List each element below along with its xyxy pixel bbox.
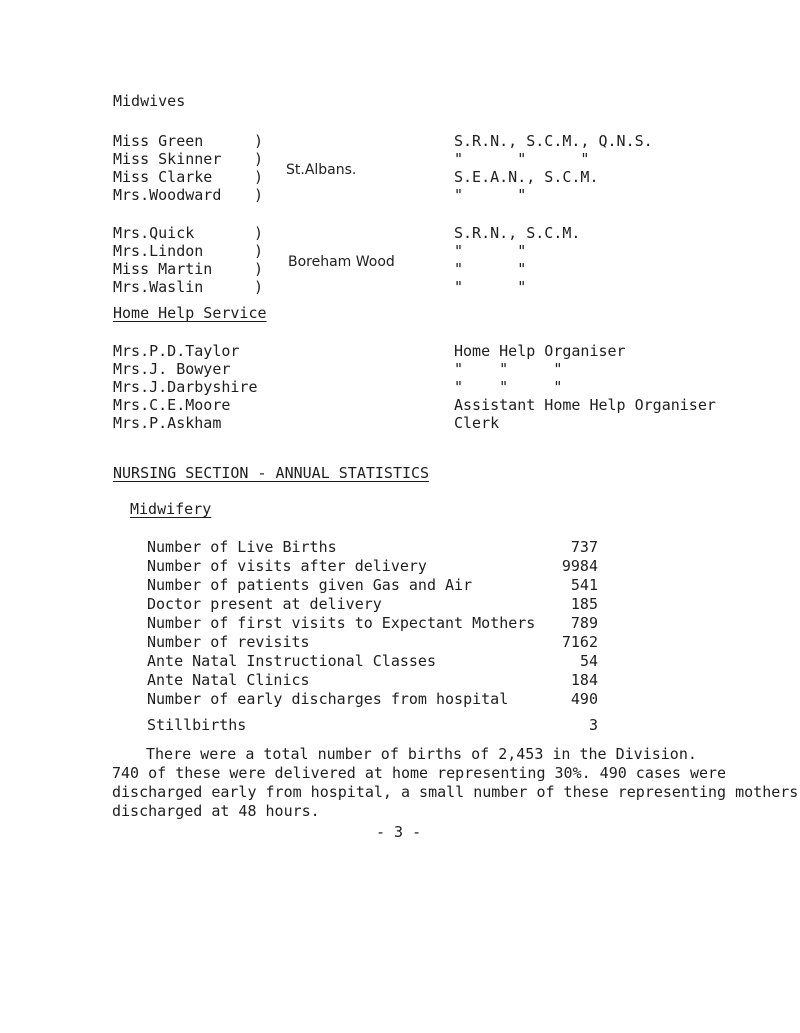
stat-value: 3: [588, 716, 598, 734]
bracket: ): [254, 242, 264, 260]
stat-label: Ante Natal Clinics: [147, 671, 310, 689]
bracket: ): [254, 186, 264, 204]
stat-value: 737: [570, 538, 598, 556]
stat-value: 184: [570, 671, 598, 689]
stat-value: 54: [579, 652, 598, 670]
location-label: St.Albans.: [286, 162, 357, 178]
qualifications: " ": [454, 260, 527, 278]
stat-value: 789: [570, 614, 598, 632]
stat-value: 9984: [561, 557, 598, 575]
midwife-name: Mrs.Lindon: [113, 242, 204, 260]
stat-label: Number of revisits: [147, 633, 310, 651]
qualifications: " ": [454, 242, 527, 260]
staff-name: Mrs.P.D.Taylor: [113, 342, 240, 360]
midwife-name: Mrs.Woodward: [113, 186, 222, 204]
staff-role: " " ": [454, 360, 563, 378]
midwife-name: Mrs.Quick: [113, 224, 195, 242]
qualifications: S.R.N., S.C.M.: [454, 224, 581, 242]
stat-value: 541: [570, 576, 598, 594]
stat-label: Number of patients given Gas and Air: [147, 576, 473, 594]
staff-name: Mrs.J. Bowyer: [113, 360, 231, 378]
bracket: ): [254, 260, 264, 278]
midwifery-title: Midwifery: [130, 500, 212, 518]
paragraph-line: There were a total number of births of 2,453 in the Division.: [146, 745, 697, 763]
stat-label: Ante Natal Instructional Classes: [147, 652, 436, 670]
stat-value: 185: [570, 595, 598, 613]
staff-name: Mrs.C.E.Moore: [113, 396, 231, 414]
qualifications: " " ": [454, 150, 590, 168]
home-help-title: Home Help Service: [113, 304, 267, 322]
paragraph-line: discharged at 48 hours.: [112, 802, 320, 820]
qualifications: S.E.A.N., S.C.M.: [454, 168, 599, 186]
qualifications: " ": [454, 278, 527, 296]
staff-role: Clerk: [454, 414, 500, 432]
bracket: ): [254, 150, 264, 168]
section-title: Midwives: [113, 92, 186, 110]
bracket: ): [254, 132, 264, 150]
staff-name: Mrs.P.Askham: [113, 414, 222, 432]
location-label: Boreham Wood: [288, 254, 395, 270]
midwife-name: Mrs.Waslin: [113, 278, 204, 296]
bracket: ): [254, 278, 264, 296]
stat-value: 7162: [561, 633, 598, 651]
qualifications: " ": [454, 186, 527, 204]
staff-role: Assistant Home Help Organiser: [454, 396, 716, 414]
midwife-name: Miss Green: [113, 132, 204, 150]
midwife-name: Miss Skinner: [113, 150, 222, 168]
midwife-name: Miss Martin: [113, 260, 213, 278]
staff-role: Home Help Organiser: [454, 342, 626, 360]
bracket: ): [254, 224, 264, 242]
stat-value: 490: [570, 690, 598, 708]
nursing-section-title: NURSING SECTION - ANNUAL STATISTICS: [113, 464, 430, 482]
midwife-name: Miss Clarke: [113, 168, 213, 186]
paragraph-line: discharged early from hospital, a small number of these representing mothers: [112, 783, 799, 801]
stat-label: Number of visits after delivery: [147, 557, 427, 575]
paragraph-line: 740 of these were delivered at home representing 30%. 490 cases were: [112, 764, 727, 782]
stat-label: Doctor present at delivery: [147, 595, 382, 613]
stat-label: Number of first visits to Expectant Mothers: [147, 614, 536, 632]
stat-label: Number of early discharges from hospital: [147, 690, 509, 708]
page-number: - 3 -: [376, 823, 422, 841]
stat-label: Number of Live Births: [147, 538, 337, 556]
stat-label: Stillbirths: [147, 716, 247, 734]
staff-role: " " ": [454, 378, 563, 396]
bracket: ): [254, 168, 264, 186]
staff-name: Mrs.J.Darbyshire: [113, 378, 258, 396]
qualifications: S.R.N., S.C.M., Q.N.S.: [454, 132, 653, 150]
